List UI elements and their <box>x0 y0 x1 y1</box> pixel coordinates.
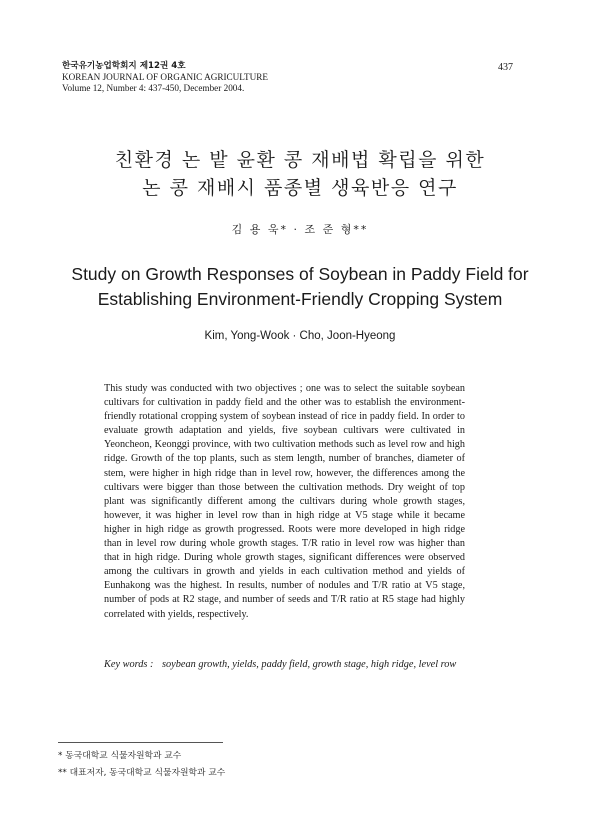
korean-authors: 김 용 욱* · 조 준 형** <box>231 223 369 236</box>
abstract: This study was conducted with two objectives ; one was to select the suitable soybean cultivars for cultivation in paddy field and the other was to establish the environment-friendly rotational cropping system of soybean instead of rice in paddy field. In order to evaluate growth adaptation and yields, five soybean cultivars were cultivated in Yeoncheon, Keonggi province, with two cultivation methods such as level row and high ridge. Growth of the top plants, such as stem length, number of branches, diameter of stem, were higher in high ridge than in level row, however, the differences among the cultivars were bigger than those between the cultivation methods. Dry weight of top plant was significantly different among the cultivars during whole growth stages, however, it was higher in level row than in high ridge at V5 stage while it became higher in high ridge as growth progressed. Roots were more developed in high ridge than in level row during whole growth stages. T/R ratio in level row was higher than that in high ridge. During whole growth stages, significant differences were observed among the cultivars in growth and yields in each cultivation method and yields of Eunhakong was the highest. In results, number of nodules and T/R ratio at V5 stage, number of pods at R2 stage, and number of seeds and T/R ratio at R5 stage had highly correlated with yields, respectively. <box>104 383 465 620</box>
english-title-line-1: Study on Growth Responses of Soybean in Paddy Field for <box>71 264 529 284</box>
korean-title-line-2: 논 콩 재배시 품종별 생육반응 연구 <box>142 177 458 199</box>
page-number: 437 <box>498 62 513 73</box>
english-title <box>0 262 600 312</box>
english-authors: Kim, Yong-Wook · Cho, Joon-Hyeong <box>204 330 396 342</box>
keywords-text: soybean growth, yields, paddy field, growth stage, high ridge, level row <box>162 659 457 670</box>
footnote-2: ** 대표저자, 동국대학교 식물자원학과 교수 <box>58 768 226 778</box>
keywords-label: Key words : <box>104 659 154 670</box>
journal-header <box>62 61 268 94</box>
footnote-1: * 동국대학교 식물자원학과 교수 <box>58 751 182 761</box>
journal-english-name: KOREAN JOURNAL OF ORGANIC AGRICULTURE <box>62 72 269 82</box>
footnote-divider <box>58 742 223 743</box>
keywords <box>104 658 484 672</box>
korean-title <box>0 146 600 202</box>
journal-volume-info: Volume 12, Number 4: 437-450, December 2004. <box>62 83 245 93</box>
korean-title-line-1: 친환경 논 밭 윤환 콩 재배법 확립을 위한 <box>114 149 486 171</box>
journal-korean-name: 한국유기농업학회지 제12권 4호 <box>62 61 186 71</box>
footnotes <box>58 748 225 782</box>
english-title-line-2: Establishing Environment-Friendly Cropping System <box>97 289 503 309</box>
